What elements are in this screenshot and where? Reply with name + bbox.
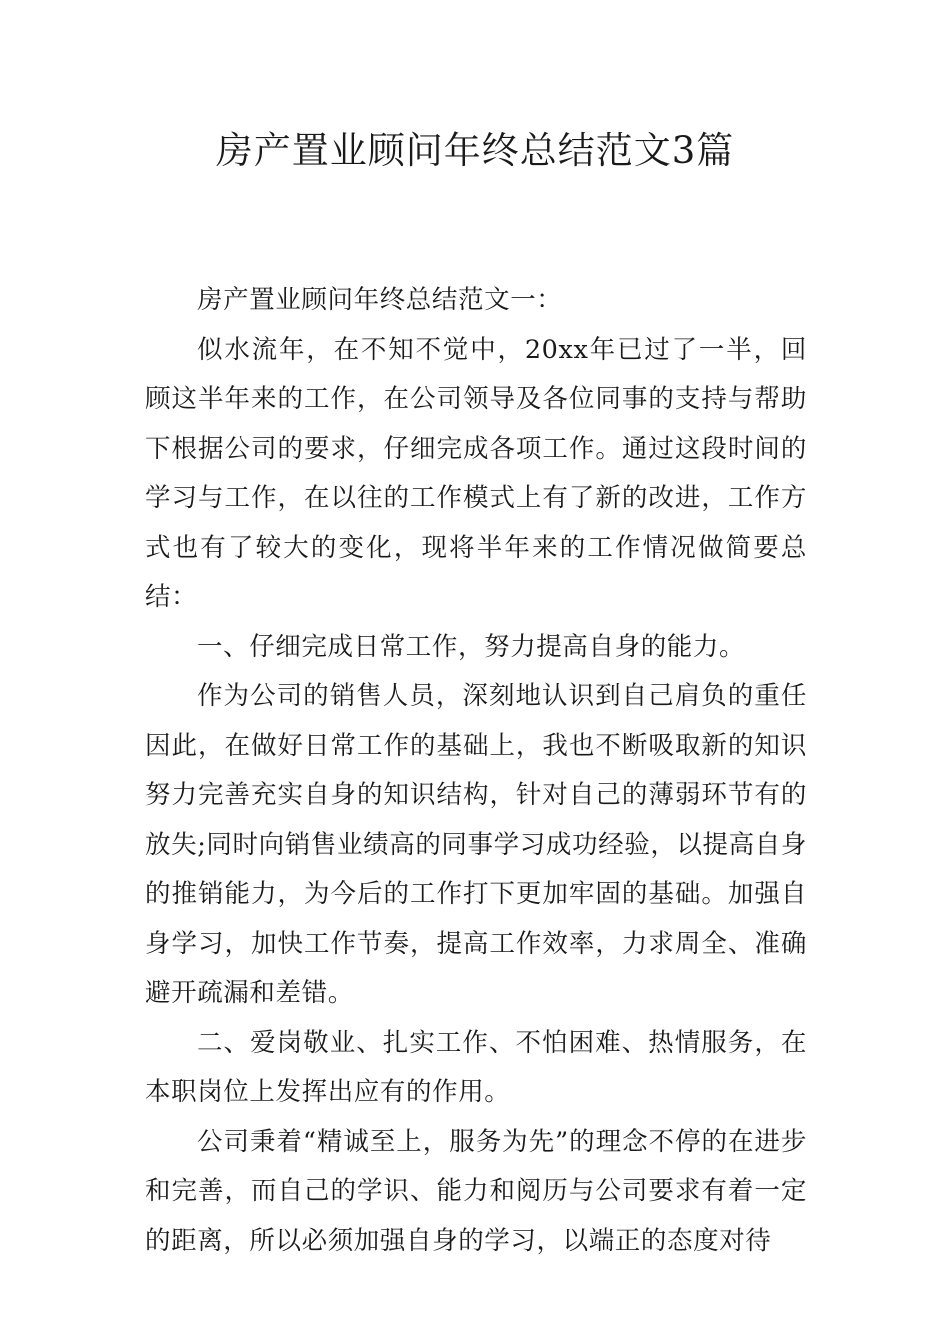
section-point-heading: 二、爱岗敬业、扎实工作、不怕困难、热情服务，在本职岗位上发挥出应有的作用。: [145, 1027, 807, 1107]
body-paragraph: 似水流年，在不知不觉中，20xx年已过了一半，回顾这半年来的工作，在公司领导及各位同事的支持与帮助下根据公司的要求，仔细完成各项工作。通过这段时间的学习与工作，在以往的工作模式上有了新的改进，工作方式也有了较大的变化，现将半年来的工作情况做简要总结：: [145, 334, 807, 612]
section-heading-one: 房产置业顾问年终总结范文一：: [197, 285, 563, 315]
body-paragraph: 公司秉着“精诚至上，服务为先”的理念不停的在进步和完善，而自己的学识、能力和阅历与公司要求有着一定的距离，所以必须加强自身的学习，以端正的态度对待: [145, 1126, 807, 1256]
body-paragraph: 作为公司的销售人员，深刻地认识到自己肩负的重任因此，在做好日常工作的基础上，我也不断吸取新的知识努力完善充实自身的知识结构，针对自己的薄弱环节有的放失;同时向销售业绩高的同事学习成功经验，以提高自身的推销能力，为今后的工作打下更加牢固的基础。加强自身学习，加快工作节奏，提高工作效率，力求周全、准确避开疏漏和差错。: [145, 681, 807, 1008]
document-title: 房产置业顾问年终总结范文3篇: [215, 129, 735, 172]
document-body: [145, 276, 807, 1266]
section-point-heading: 一、仔细完成日常工作，努力提高自身的能力。: [197, 631, 746, 662]
